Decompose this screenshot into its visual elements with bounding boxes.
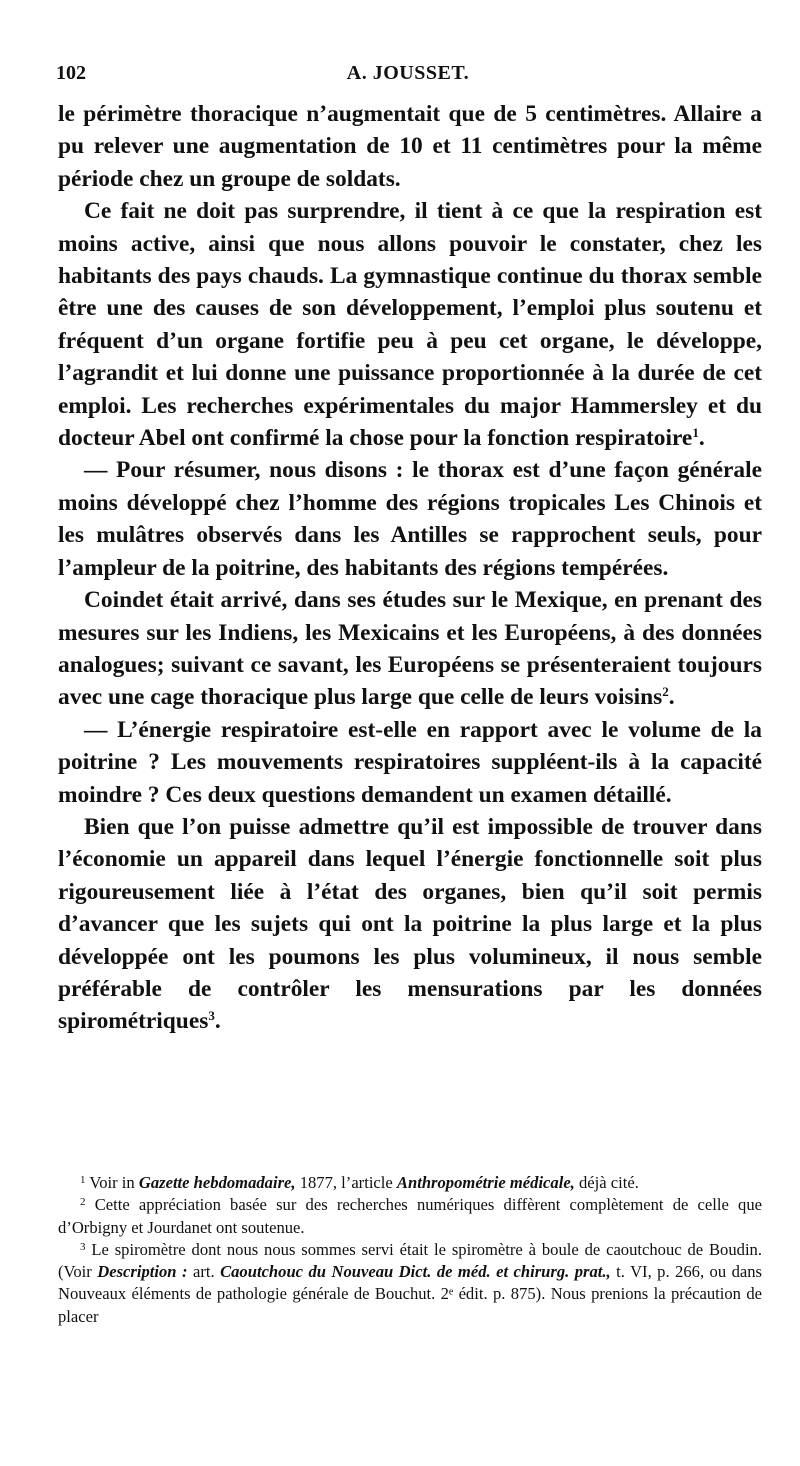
footnote: $^2$ Cette appréciation basée sur des recherches numériques diffèrent complètement de celle que d’Orbigny et Jourdanet ont soutenue. — [58, 1195, 762, 1237]
paragraph: — L’énergie respiratoire est-elle en rapport avec le volume de la poitrine ? Les mouvements respiratoires suppléent-ils à la capacité moindre ? Ces deux questions demandent un examen détaillé. — [58, 716, 762, 808]
footnote: $^3$ Le spiromètre dont nous nous sommes servi était le spiromètre à boule de caoutchouc de Boudin. (Voir Description : art. Caoutchouc du Nouveau Dict. de méd. et chirurg. prat., t. VI, p. 266, ou dans Nouveaux éléments de pathologie générale de Bouchut. 2ᵉ édit. p. 875). Nous prenions la précaution de placer — [58, 1239, 763, 1326]
page-number: 102 — [56, 62, 86, 84]
paragraph: Bien que l’on puisse admettre qu’il est impossible de trouver dans l’économie un appareil dans lequel l’énergie fonctionnelle soit plus rigoureusement liée à l’état des organes, bien qu’il soit permis d’avancer que les sujets qui ont la poitrine la plus large et la plus développée ont les poumons les plus volumineux, il nous semble préférable de contrôler les mensurations par les données spirométriques$^3$. — [58, 813, 762, 1035]
main-text — [58, 98, 762, 1038]
footnote: $^1$ Voir in Gazette hebdomadaire, 1877, l’article Anthropométrie médicale, déjà cité. — [80, 1173, 639, 1192]
running-header — [56, 62, 760, 90]
footnote-ref: 3 — [208, 1008, 215, 1024]
paragraph: Ce fait ne doit pas surprendre, il tient à ce que la respiration est moins active, ainsi que nous allons pouvoir le constater, chez les habitants des pays chauds. La gymnastique continue du thorax semble être une des causes de son développement, l’emploi plus soutenu et fréquent d’un organe fortifie peu à peu cet organe, le développe, l’agrandit et lui donne une puissance proportionnée à la durée de cet emploi. Les recherches expérimentales du major Hammersley et du docteur Abel ont confirmé la chose pour la fonction respiratoire$^1$. — [58, 198, 762, 452]
footnote-ref: 2 — [662, 684, 669, 700]
footnote-ref: 1 — [692, 425, 699, 441]
running-title: A. JOUSSET. — [346, 62, 470, 84]
paragraph: le périmètre thoracique n’augmentait que de 5 centimètres. Allaire a pu relever une augmentation de 10 et 11 centimètres pour la même période chez un groupe de soldats. — [58, 101, 762, 192]
paragraph: Coindet était arrivé, dans ses études sur le Mexique, en prenant des mesures sur les Indiens, les Mexicains et les Européens, à des données analogues; suivant ce savant, les Européens se présenteraient toujours avec une cage thoracique plus large que celle de leurs voisins$^2$. — [58, 587, 762, 711]
footnotes — [58, 1172, 762, 1328]
paragraph: — Pour résumer, nous disons : le thorax est d’une façon générale moins développé chez l’homme des régions tropicales Les Chinois et les mulâtres observés dans les Antilles se rapprochent seuls, pour l’ampleur de la poitrine, des habitants des régions tempérées. — [58, 457, 762, 581]
